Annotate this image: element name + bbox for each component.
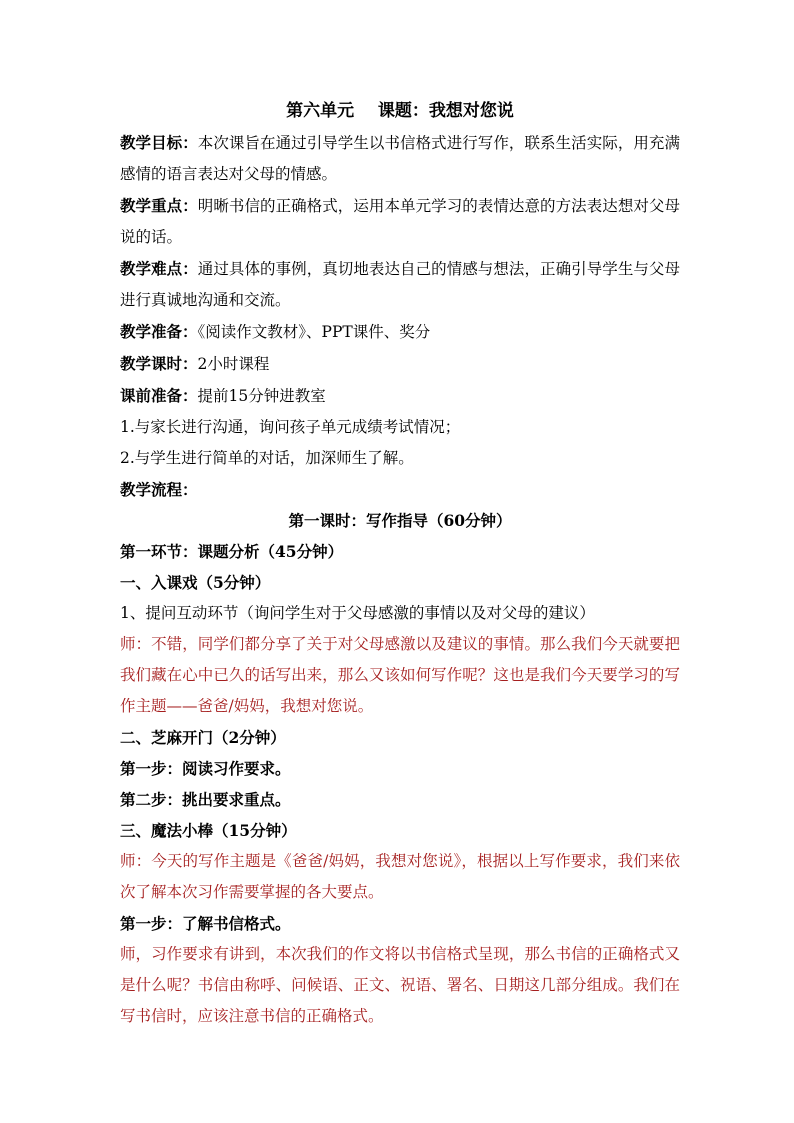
prep-item: 1.与家长进行沟通，询问孩子单元成绩考试情况； bbox=[120, 418, 461, 436]
part-heading: 一、入课戏（5分钟） bbox=[120, 573, 271, 592]
flow-heading: 教学流程： bbox=[120, 480, 198, 499]
key-point-text: 明晰书信的正确格式，运用本单元学习的表情达意的方法表达想对父母说的话。 bbox=[120, 197, 680, 246]
key-point-label: 教学重点： bbox=[120, 196, 198, 215]
step-text: 1、提问互动环节（询问学生对于父母感激的事情以及对父母的建议） bbox=[120, 604, 595, 622]
step-heading: 第一步：阅读习作要求。 bbox=[120, 759, 291, 778]
lesson-heading: 第一课时：写作指导（60分钟） bbox=[288, 511, 512, 530]
objective-text: 本次课旨在通过引导学生以书信格式进行写作，联系生活实际，用充满感情的语言表达对父母的情感。 bbox=[120, 134, 680, 183]
page-title: 第六单元 课题：我想对您说 bbox=[286, 101, 514, 121]
part-heading: 二、芝麻开门（2分钟） bbox=[120, 728, 286, 747]
teacher-dialogue: 师：今天的写作主题是《爸爸/妈妈，我想对您说》，根据以上写作要求，我们来依次了解本次习作需要掌握的各大要点。 bbox=[120, 852, 680, 901]
part-heading: 三、魔法小棒（15分钟） bbox=[120, 821, 297, 840]
teacher-dialogue: 师：不错，同学们都分享了关于对父母感激以及建议的事情。那么我们今天就要把我们藏在心中已久的话写出来，那么又该如何写作呢？这也是我们今天要学习的写作主题——爸爸/妈妈，我想对您说。 bbox=[120, 635, 680, 715]
section-heading: 第一环节：课题分析（45分钟） bbox=[120, 542, 344, 561]
materials-text: 《阅读作文教材》、PPT课件、奖分 bbox=[197, 323, 431, 341]
duration-paragraph bbox=[120, 348, 680, 380]
objective-label: 教学目标： bbox=[120, 133, 198, 152]
duration-text: 2小时课程 bbox=[197, 355, 270, 373]
difficulty-text: 通过具体的事例，真切地表达自己的情感与想法，正确引导学生与父母进行真诚地沟通和交流。 bbox=[120, 260, 680, 309]
materials-paragraph bbox=[120, 316, 680, 348]
prep-item: 2.与学生进行简单的对话，加深师生了解。 bbox=[120, 449, 414, 467]
pre-class-label: 课前准备： bbox=[120, 386, 198, 405]
materials-label: 教学准备： bbox=[120, 322, 198, 341]
objective-paragraph bbox=[120, 127, 680, 190]
pre-class-paragraph bbox=[120, 380, 680, 412]
teacher-dialogue: 师，习作要求有讲到，本次我们的作文将以书信格式呈现，那么书信的正确格式又是什么呢？书信由称呼、问候语、正文、祝语、署名、日期这几部分组成。我们在写书信时，应该注意书信的正确格式。 bbox=[120, 945, 680, 1025]
step-heading: 第一步：了解书信格式。 bbox=[120, 914, 291, 933]
step-heading: 第二步：挑出要求重点。 bbox=[120, 790, 291, 809]
key-point-paragraph bbox=[120, 190, 680, 253]
duration-label: 教学课时： bbox=[120, 354, 198, 373]
difficulty-label: 教学难点： bbox=[120, 259, 198, 278]
pre-class-text: 提前15分钟进教室 bbox=[197, 387, 326, 405]
document-page bbox=[120, 96, 680, 1032]
difficulty-paragraph bbox=[120, 253, 680, 316]
